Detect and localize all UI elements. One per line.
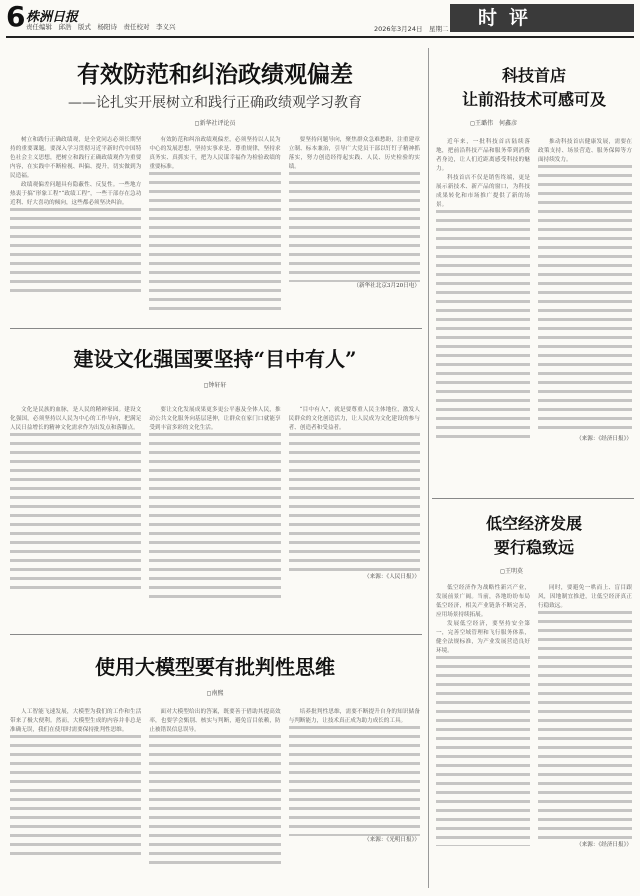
article-column [436,138,530,492]
main-article-subtitle: ——论扎实开展树立和践行正确政绩观学习教育 [68,95,362,111]
paragraph: 发展低空经济，要坚持安全第一，完善空域管理和飞行服务体系，健全法规标准，为产业发展营造良好环境。 [436,621,530,654]
body-text-filler [436,210,530,440]
section-divider [10,328,422,329]
ai-model-article-byline: ◻南熙 [206,690,224,697]
section-divider [10,634,422,635]
article-source: （来源：《经济日报》） [576,436,632,442]
paragraph: 近年来，一批科技首店陆续落地，把前沿科技产品和服务带到消费者身边，让人们近距离感受科技的魅力。 [436,139,530,172]
article-column [289,406,420,626]
body-text-filler [538,165,632,435]
article-column [149,136,280,322]
paragraph: 低空经济作为战略性新兴产业，发展前景广阔。当前，各地纷纷布局低空经济，相关产业链条不断完善，应用场景持续拓展。 [436,585,530,618]
paragraph: 同时，要避免一哄而上、盲目跟风，因地制宜推进，让低空经济真正行稳致远。 [538,585,632,609]
culture-article-byline: ◻钟轩轩 [203,382,227,389]
paper-name: 株洲日报 [26,10,79,25]
tech-store-title-line2: 让前沿技术可感可及 [461,90,606,109]
culture-article [10,346,420,389]
page-number: 6 [6,0,26,33]
article-source: （新华社北京3月20日电） [353,283,420,289]
tech-store-article-body [436,138,632,492]
masthead-divider [6,36,634,38]
body-text-filler [149,172,280,312]
culture-article-body [10,406,420,626]
paragraph: 树立和践行正确政绩观，是全党同志必须长期坚持的重要课题。要深入学习贯彻习近平新时代中国特色社会主义思想，把树立和践行正确政绩观作为重要内容，在实践中不断检视、纠偏、提升，切实做到为民造福。 [10,137,142,179]
body-text-filler [149,735,280,865]
main-article [10,60,420,127]
paragraph: 要让文化发展成果更多更公平惠及全体人民，推动公共文化服务向基层延伸，让群众在家门口就能享受到丰富多彩的文化生活。 [149,407,281,431]
low-altitude-byline: ◻王明莫 [500,568,523,575]
article-column [289,708,420,888]
article-column [436,584,530,888]
body-text-filler [10,735,141,855]
article-column [538,584,632,888]
main-article-body [10,136,420,322]
article-column [149,406,280,626]
article-column [10,406,141,626]
article-column [538,138,632,492]
paragraph: 推动科技首店健康发展，需要在政策支持、场景营造、服务保障等方面持续发力。 [538,139,632,163]
column-divider [428,48,429,888]
tech-store-title-line1: 科技首店 [501,66,566,85]
ai-model-article-body [10,708,420,888]
main-article-byline: ◻新华社评论员 [194,120,236,127]
paragraph: 文化是民族的血脉，是人民的精神家园。建设文化强国，必须坚持以人民为中心的工作导向，把满足人民日益增长的精神文化需求作为出发点和落脚点。 [10,407,142,431]
low-altitude-article-body [436,584,632,888]
body-text-filler [289,726,420,836]
article-column [149,708,280,888]
paragraph: 政绩观偏差问题具有隐蔽性、反复性。一些地方热衷于搞“形象工程”“政绩工程”，一些干部存在急功近利、好大喜功的倾向，这些都必须坚决纠治。 [10,182,142,206]
article-column [10,708,141,888]
article-source: （来源：《人民日报》） [364,574,420,580]
paragraph: 人工智能飞速发展，大模型为我们的工作和生活带来了极大便利。然而，大模型生成的内容并非总是准确无误，我们在使用时需要保持批判性思维。 [10,709,142,733]
paragraph: “目中有人”，就是要尊重人民主体地位，激发人民群众的文化创造活力，让人民成为文化建设的参与者、创造者和受益者。 [288,407,420,431]
body-text-filler [436,656,530,846]
body-text-filler [10,433,141,593]
culture-article-title: 建设文化强国要坚持“目中有人” [73,347,357,371]
editor-credits: 责任编辑 邱浩 版式 杨阳诗 责任校对 李义兴 [26,23,176,31]
body-text-filler [538,611,632,841]
ai-model-article [10,654,420,697]
paragraph: 培养批判性思维，需要不断提升自身的知识储备与判断能力，让技术真正成为助力成长的工具。 [288,709,420,724]
article-column [10,136,141,322]
paragraph: 有效防范和纠治政绩观偏差，必须坚持以人民为中心的发展思想，坚持实事求是、尊重规律，坚持求真务实、真抓实干，把为人民谋幸福作为检验政绩的重要标准。 [149,137,281,170]
masthead [6,2,634,36]
low-altitude-title-line1: 低空经济发展 [485,514,582,533]
section-label: 时评 [450,4,634,32]
body-text-filler [10,208,141,298]
main-article-title: 有效防范和纠治政绩观偏差 [77,61,353,88]
section-divider [432,498,634,499]
paragraph: 要坚持问题导向，聚焦群众急难愁盼，注重建章立制、标本兼治，引导广大党员干部以钉钉子精神抓落实，努力创造经得起实践、人民、历史检验的实绩。 [288,137,420,170]
body-text-filler [149,433,280,603]
paragraph: 面对大模型给出的答案，既要善于借助其提高效率，也要学会甄别、核实与判断，避免盲目依赖，防止被错误信息误导。 [149,709,281,733]
issue-date: 2026年3月24日 星期二 [374,25,449,33]
tech-store-byline: ◻王璐伟 何鑫彦 [470,120,517,127]
low-altitude-title-line2: 要行稳致远 [493,538,574,557]
ai-model-article-title: 使用大模型要有批判性思维 [95,655,335,679]
article-source: （来源：《经济日报》） [576,842,632,848]
body-text-filler [289,433,420,573]
paragraph: 科技首店不仅是销售终端，更是展示新技术、新产品的窗口，为科技成果转化和市场推广提供了新的场景。 [436,175,530,208]
article-column [289,136,420,322]
body-text-filler [289,172,420,282]
article-source: （来源：《光明日报》） [364,837,420,843]
tech-store-article [436,64,632,127]
low-altitude-article [436,512,632,575]
